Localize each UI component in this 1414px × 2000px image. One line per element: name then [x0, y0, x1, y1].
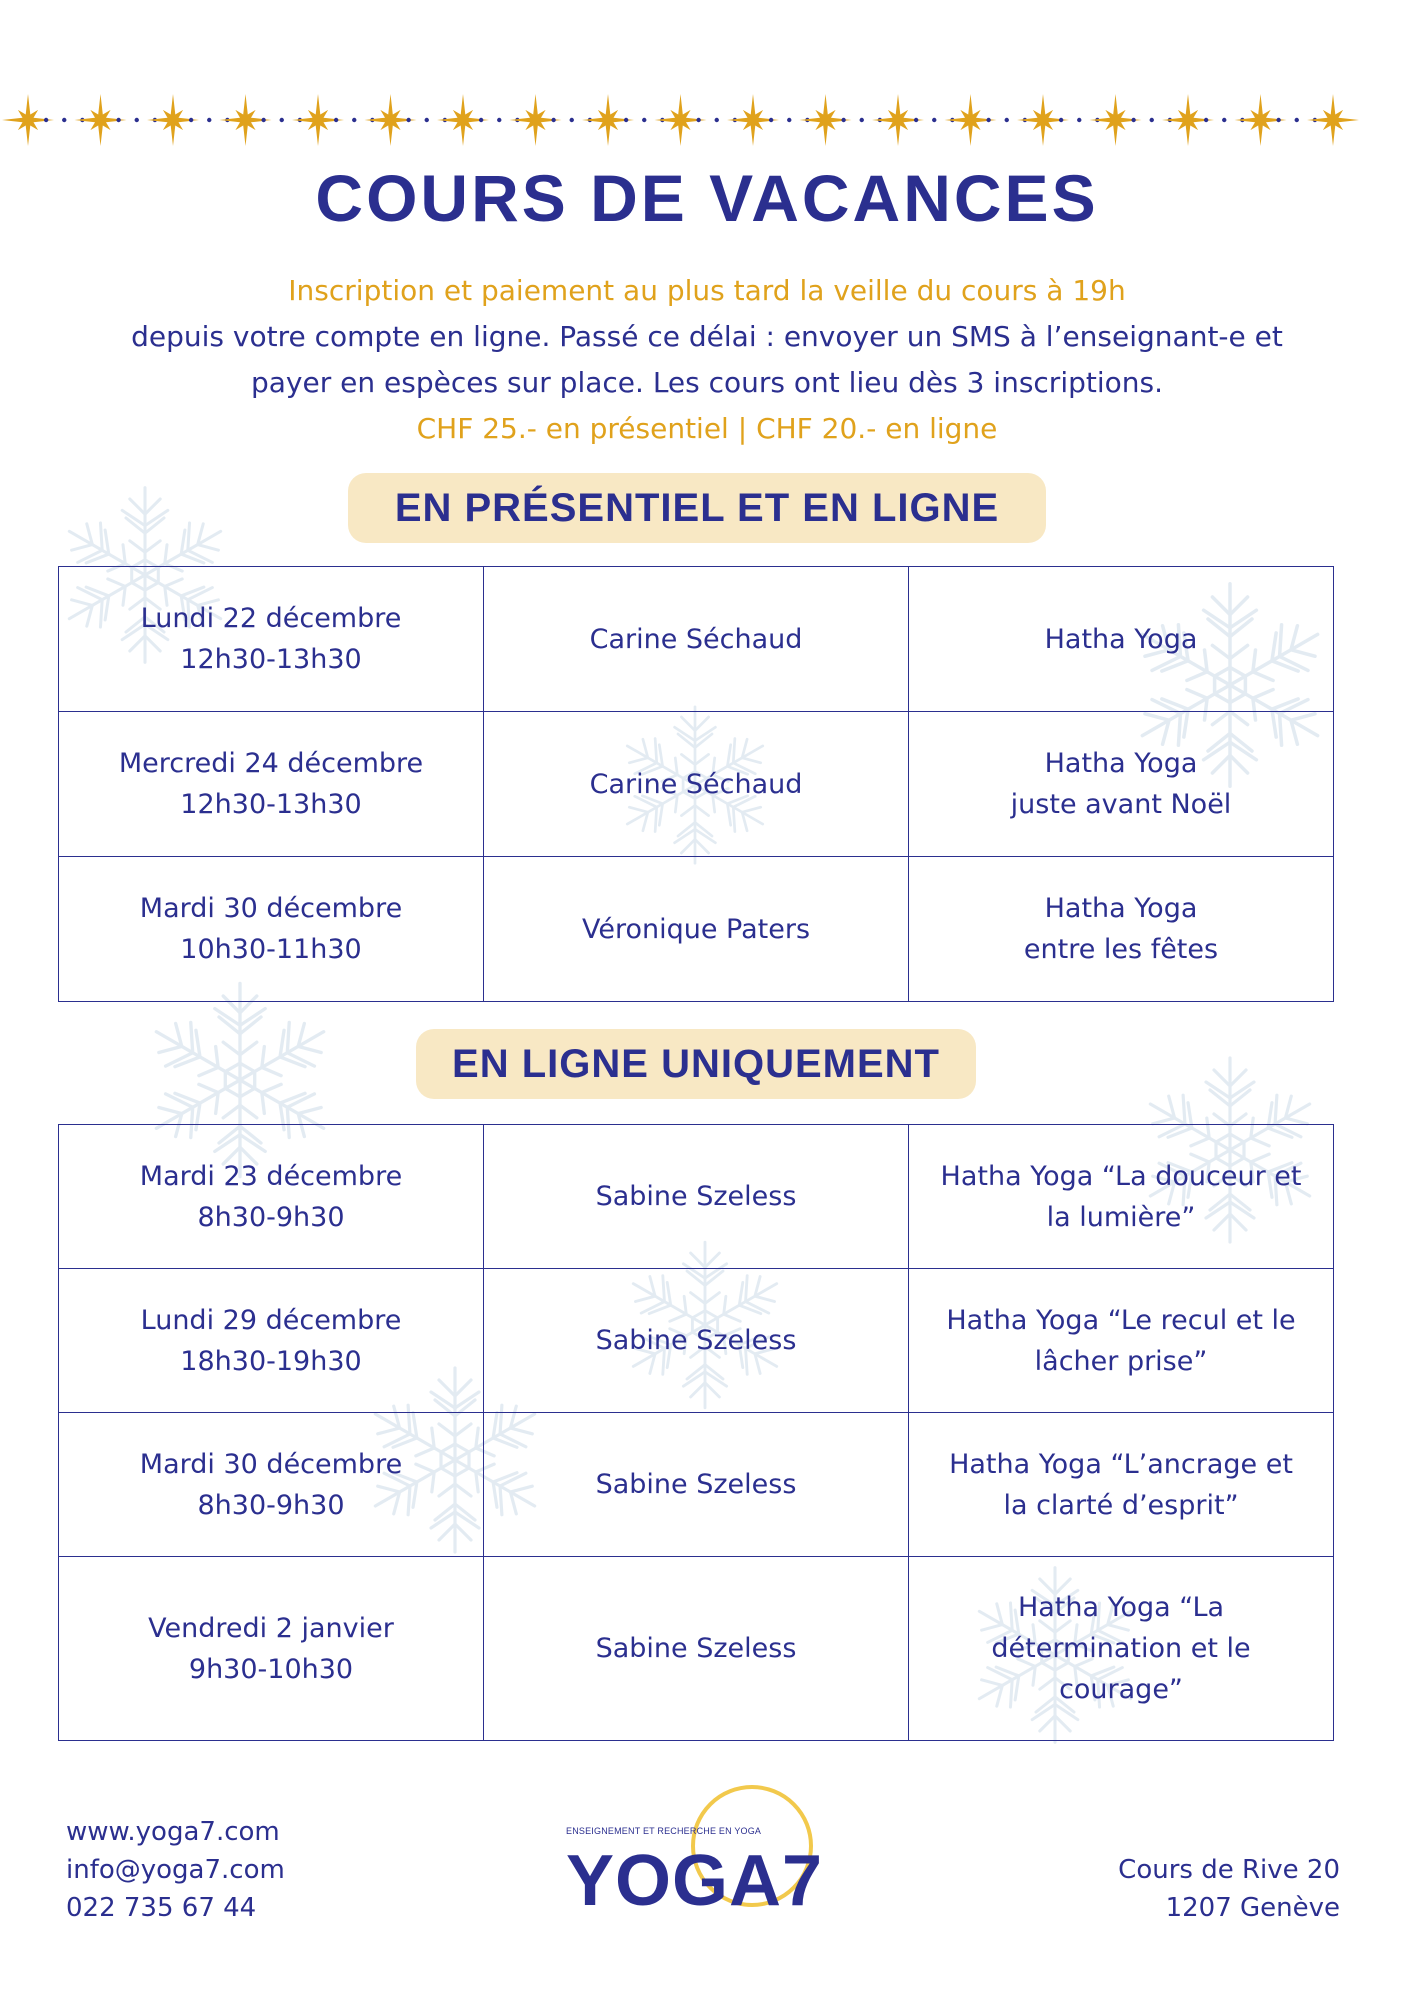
course-line: détermination et le — [991, 1633, 1251, 1664]
dot-icon — [1059, 118, 1063, 122]
dot-icon — [914, 118, 918, 122]
intro-cash: payer en espèces sur place. Les cours ont lieu dès 3 inscriptions. — [251, 366, 1163, 399]
course-line: Hatha Yoga — [1044, 893, 1198, 924]
dot-icon — [860, 118, 864, 122]
dot-icon — [624, 118, 628, 122]
intro-account: depuis votre compte en ligne. Passé ce délai : envoyer un SMS à l’enseignant-e et — [131, 320, 1283, 353]
date: Lundi 22 décembre — [140, 603, 402, 634]
email-link[interactable]: info@yoga7.com — [66, 1855, 285, 1885]
star-border — [0, 88, 1414, 148]
course-cell — [909, 567, 1334, 712]
date-cell — [59, 1125, 484, 1269]
section-heading-online: EN LIGNE UNIQUEMENT — [416, 1029, 976, 1099]
dot-icon — [696, 118, 700, 122]
address-city: 1207 Genève — [1165, 1893, 1340, 1923]
table-row — [59, 1557, 1334, 1741]
yoga7-logo — [560, 1772, 840, 1922]
dot-icon — [1131, 118, 1135, 122]
date-cell — [59, 857, 484, 1002]
course-line: Hatha Yoga — [1044, 623, 1198, 655]
date: Vendredi 2 janvier — [148, 1612, 394, 1644]
section-heading-hybrid: EN PRÉSENTIEL ET EN LIGNE — [348, 473, 1046, 543]
teacher: Carine Séchaud — [589, 768, 803, 800]
course-line: la clarté d’esprit” — [1003, 1489, 1239, 1521]
course-line: juste avant Noël — [1010, 789, 1232, 820]
footer-address — [1118, 1851, 1340, 1927]
logo-tagline: ENSEIGNEMENT ET RECHERCHE EN YOGA — [566, 1826, 762, 1836]
dot-icon — [1276, 118, 1280, 122]
date-cell — [59, 567, 484, 712]
course-line: courage” — [1059, 1674, 1183, 1705]
dot-icon — [642, 118, 646, 122]
dot-icon — [551, 118, 555, 122]
logo-wordmark: YOGA7 — [566, 1841, 824, 1921]
dot-icon — [986, 118, 990, 122]
teacher: Sabine Szeless — [595, 1633, 797, 1664]
course-line: la lumière” — [1046, 1201, 1196, 1233]
date: Mercredi 24 décembre — [118, 748, 424, 779]
dot-icon — [497, 118, 501, 122]
dot-icon — [334, 118, 338, 122]
teacher-cell — [484, 1413, 909, 1557]
intro-text — [0, 268, 1414, 452]
course-line: Hatha Yoga — [1044, 748, 1198, 779]
time: 10h30-11h30 — [180, 934, 362, 965]
dot-icon — [44, 118, 48, 122]
dot-icon — [425, 118, 429, 122]
dot-icon — [116, 118, 120, 122]
dot-icon — [406, 118, 410, 122]
time: 9h30-10h30 — [188, 1653, 354, 1685]
dot-icon — [787, 118, 791, 122]
schedule-table-hybrid — [58, 566, 1334, 1002]
dot-icon — [135, 118, 139, 122]
date: Lundi 29 décembre — [140, 1304, 402, 1336]
dot-icon — [207, 118, 211, 122]
date: Mardi 30 décembre — [139, 893, 403, 924]
dot-icon — [715, 118, 719, 122]
dot-icon — [189, 118, 193, 122]
intro-deadline: Inscription et paiement au plus tard la veille du cours à 19h — [288, 274, 1126, 307]
dot-icon — [280, 118, 284, 122]
time: 8h30-9h30 — [197, 1489, 345, 1521]
course-cell — [909, 1557, 1334, 1741]
teacher-cell — [484, 1557, 909, 1741]
teacher: Sabine Szeless — [595, 1469, 797, 1500]
page-title: COURS DE VACANCES — [315, 161, 1099, 235]
table-row — [59, 1125, 1334, 1269]
date-cell — [59, 1557, 484, 1741]
course-cell — [909, 1125, 1334, 1269]
course-cell — [909, 857, 1334, 1002]
table-row — [59, 1269, 1334, 1413]
course-line: lâcher prise” — [1034, 1345, 1208, 1377]
star-icon — [1307, 94, 1359, 146]
dot-icon — [932, 118, 936, 122]
teacher-cell — [484, 1125, 909, 1269]
dot-icon — [1295, 118, 1299, 122]
dot-icon — [261, 118, 265, 122]
footer-contact — [66, 1813, 285, 1927]
date-cell — [59, 712, 484, 857]
course-cell — [909, 712, 1334, 857]
course-line: Hatha Yoga “L’ancrage et — [949, 1448, 1293, 1480]
course-line: Hatha Yoga “La douceur et — [940, 1160, 1302, 1192]
dot-icon — [352, 118, 356, 122]
teacher: Carine Séchaud — [589, 623, 803, 655]
time: 12h30-13h30 — [180, 789, 362, 820]
time: 12h30-13h30 — [180, 644, 362, 675]
table-row — [59, 712, 1334, 857]
table-row — [59, 1413, 1334, 1557]
teacher-cell — [484, 712, 909, 857]
course-cell — [909, 1413, 1334, 1557]
teacher-cell — [484, 567, 909, 712]
teacher: Sabine Szeless — [595, 1181, 797, 1212]
course-cell — [909, 1269, 1334, 1413]
date: Mardi 30 décembre — [139, 1448, 403, 1480]
time: 18h30-19h30 — [180, 1345, 362, 1377]
phone-number[interactable]: 022 735 67 44 — [66, 1893, 257, 1923]
dot-icon — [1150, 118, 1154, 122]
teacher-cell — [484, 1269, 909, 1413]
dot-icon — [479, 118, 483, 122]
dot-icon — [841, 118, 845, 122]
teacher: Véronique Paters — [581, 913, 811, 945]
dot-icon — [1204, 118, 1208, 122]
date: Mardi 23 décembre — [139, 1160, 403, 1192]
dot-icon — [62, 118, 66, 122]
course-line: Hatha Yoga “Le recul et le — [946, 1304, 1296, 1336]
table-row — [59, 567, 1334, 712]
dot-icon — [1077, 118, 1081, 122]
table-row — [59, 857, 1334, 1002]
course-line: Hatha Yoga “La — [1017, 1592, 1225, 1623]
time: 8h30-9h30 — [197, 1201, 345, 1233]
course-line: entre les fêtes — [1023, 934, 1219, 965]
dot-icon — [1005, 118, 1009, 122]
address-street: Cours de Rive 20 — [1118, 1855, 1340, 1885]
dot-icon — [1222, 118, 1226, 122]
date-cell — [59, 1269, 484, 1413]
intro-prices: CHF 25.- en présentiel | CHF 20.- en ligne — [416, 412, 998, 445]
website-link[interactable]: www.yoga7.com — [66, 1817, 280, 1847]
schedule-table-online — [58, 1124, 1334, 1741]
dot-icon — [769, 118, 773, 122]
date-cell — [59, 1413, 484, 1557]
teacher: Sabine Szeless — [595, 1325, 797, 1356]
teacher-cell — [484, 857, 909, 1002]
dot-icon — [570, 118, 574, 122]
